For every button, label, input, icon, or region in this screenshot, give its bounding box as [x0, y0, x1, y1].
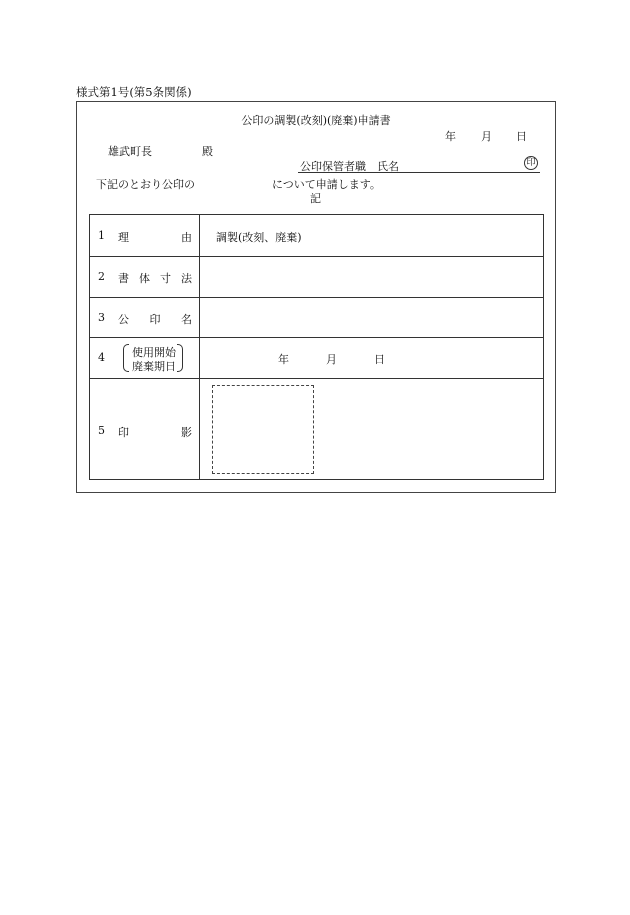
intro-text-before: 下記のとおり公印の — [96, 178, 195, 191]
seal-impression-box — [212, 385, 314, 474]
item-label-seal-impression — [118, 424, 192, 440]
label-line-disposal-date: 廃棄期日 — [132, 360, 176, 373]
addressee-honorific: 殿 — [202, 145, 213, 158]
table-row-use-dates — [90, 337, 543, 378]
table-row-seal-impression — [90, 378, 543, 479]
item-label-reason — [118, 229, 192, 245]
label-char: 理 — [118, 231, 129, 244]
table-row-typeface-size — [90, 256, 543, 297]
item-label-typeface-size — [118, 270, 192, 286]
item-label-seal-name — [118, 311, 192, 327]
label-char: 印 — [149, 313, 161, 326]
applicant-underline — [298, 172, 540, 173]
use-date-month: 月 — [326, 353, 337, 366]
top-date-day: 日 — [516, 130, 527, 143]
row-number: 4 — [98, 351, 105, 364]
label-char: 書 — [118, 272, 129, 285]
document-title: 公印の調製(改刻)(廃棄)申請書 — [241, 114, 391, 127]
addressee-name: 雄武町長 — [108, 145, 152, 158]
right-bracket — [177, 344, 183, 372]
ki-heading: 記 — [310, 192, 321, 205]
row-number: 2 — [98, 270, 105, 283]
label-char: 公 — [118, 313, 129, 326]
label-line-use-start: 使用開始 — [132, 346, 176, 359]
applicant-label: 公印保管者職 氏名 — [300, 160, 399, 173]
label-char: 印 — [118, 426, 129, 439]
application-table — [89, 214, 544, 480]
label-char: 由 — [181, 231, 192, 244]
top-date-month: 月 — [481, 130, 492, 143]
use-date-day: 日 — [374, 353, 385, 366]
label-char: 名 — [181, 313, 192, 326]
label-char: 寸 — [160, 272, 171, 285]
label-char: 影 — [181, 426, 192, 439]
label-char: 体 — [139, 272, 150, 285]
top-date-year: 年 — [445, 130, 456, 143]
reason-value: 調製(改刻、廃棄) — [216, 231, 302, 244]
row-number: 3 — [98, 311, 105, 324]
seal-icon: 印 — [524, 156, 538, 170]
row-number: 5 — [98, 424, 105, 437]
table-row-seal-name — [90, 297, 543, 337]
form-number-label: 様式第1号(第5条関係) — [76, 85, 192, 99]
left-bracket — [123, 344, 129, 372]
table-row-reason — [90, 215, 543, 256]
use-date-year: 年 — [278, 353, 289, 366]
bracketed-label-use-dates — [123, 344, 183, 374]
row-number: 1 — [98, 229, 105, 242]
intro-text-after: について申請します。 — [272, 178, 381, 191]
label-char: 法 — [181, 272, 192, 285]
